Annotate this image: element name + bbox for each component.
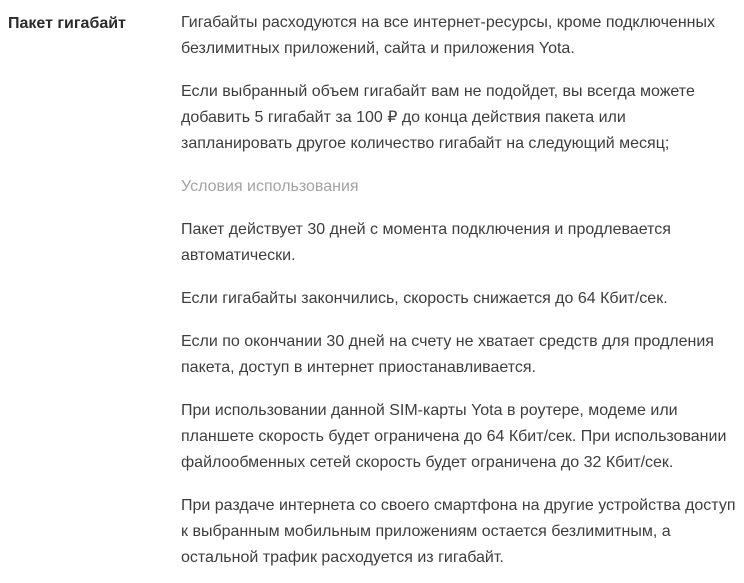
section-title-column bbox=[8, 10, 181, 583]
section-body-column bbox=[181, 10, 736, 583]
condition-paragraph: При раздаче интернета со своего смартфона на другие устройства доступ к выбранным мобильным приложениям остается безлимитным, а остальной трафик расходуется из гигабайт. bbox=[181, 497, 736, 566]
condition-paragraph: Если по окончании 30 дней на счету не хватает средств для продления пакета, доступ в интернет приостанавливается. bbox=[181, 333, 714, 376]
conditions-heading: Условия использования bbox=[181, 178, 359, 195]
intro-paragraph: Если выбранный объем гигабайт вам не подойдет, вы всегда можете добавить 5 гигабайт за 100 ₽ до конца действия пакета или запланировать другое количество гигабайт на следующий месяц; bbox=[181, 83, 695, 152]
condition-paragraph: Пакет действует 30 дней с момента подключения и продлевается автоматически. bbox=[181, 221, 671, 264]
section-title: Пакет гигабайт bbox=[8, 15, 126, 32]
condition-paragraph: При использовании данной SIM-карты Yota в роутере, модеме или планшете скорость будет ограничена до 64 Кбит/сек. При использовании файлообменных сетей скорость будет ограничена до 32 Кбит/сек. bbox=[181, 402, 727, 471]
condition-paragraph: Если гигабайты закончились, скорость снижается до 64 Кбит/сек. bbox=[181, 290, 668, 307]
intro-paragraph: Гигабайты расходуются на все интернет-ресурсы, кроме подключенных безлимитных приложений, сайта и приложения Yota. bbox=[181, 14, 715, 57]
